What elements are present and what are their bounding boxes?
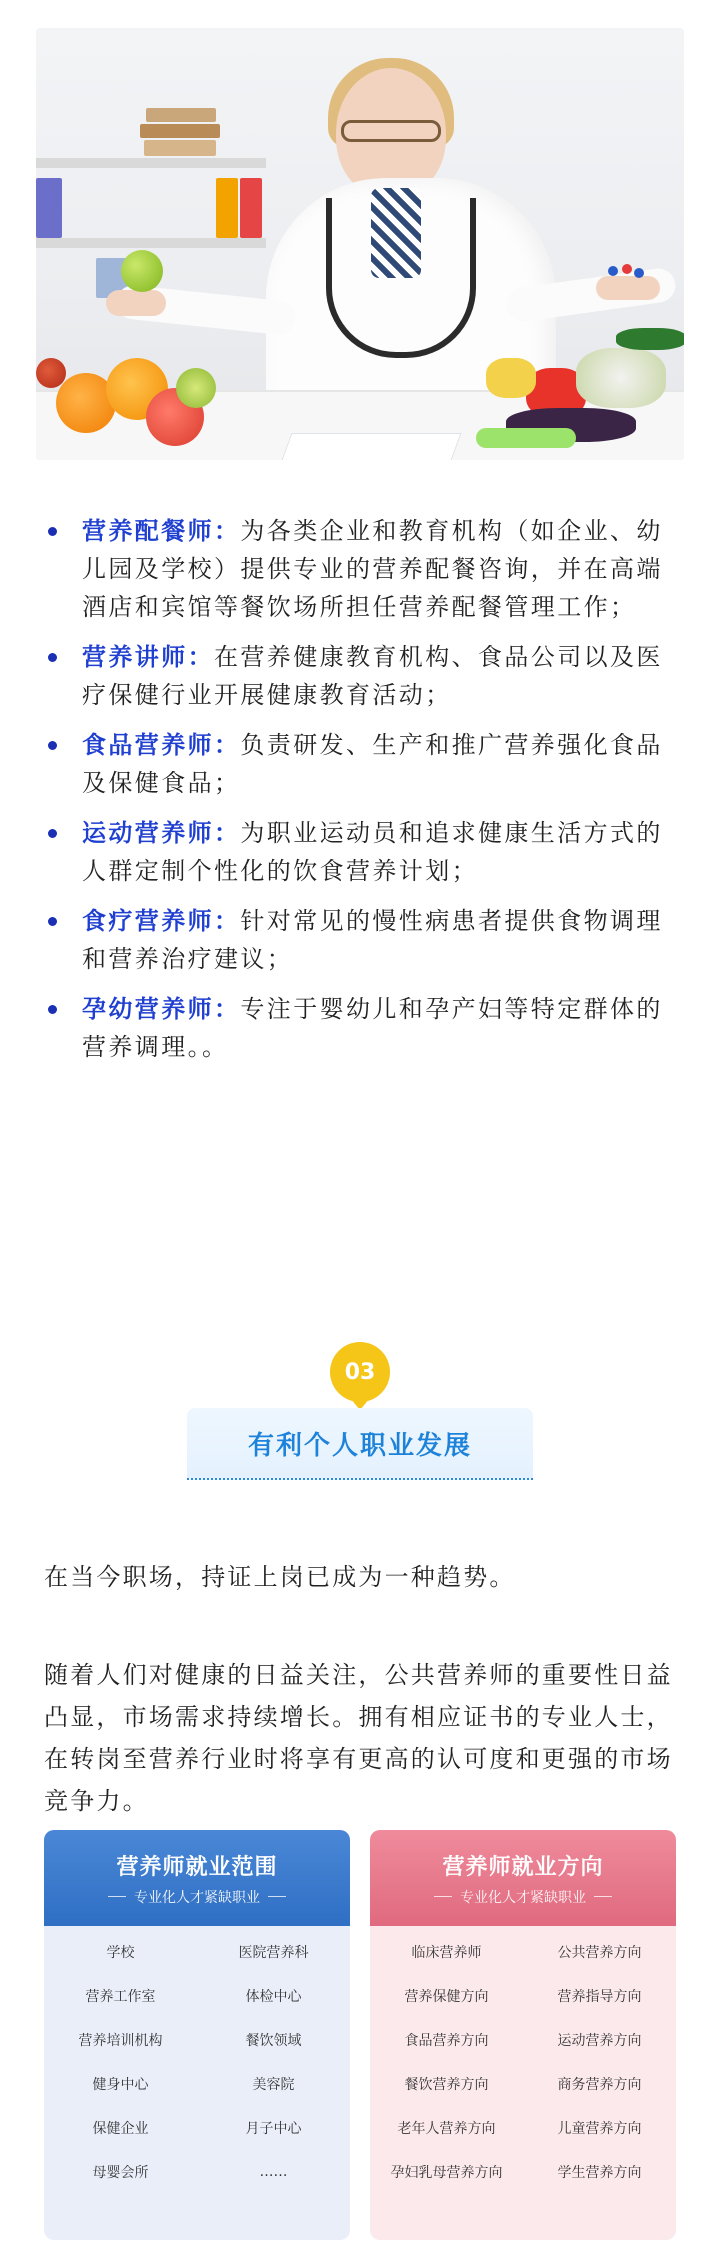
- table-cell: 餐饮领域: [245, 2033, 302, 2049]
- table-cell: 营养培训机构: [78, 2033, 163, 2049]
- pill: [634, 268, 644, 278]
- table-cell: 营养指导方向: [557, 1989, 642, 2005]
- table-header: [370, 1830, 676, 1926]
- cucumber: [616, 328, 684, 350]
- pill: [608, 266, 618, 276]
- bullet-dot: [48, 527, 57, 536]
- table-cell: 学生营养方向: [557, 2165, 642, 2181]
- pill: [622, 264, 632, 274]
- employment-scope-table: [44, 1830, 350, 2240]
- table-cell: 体检中心: [245, 1989, 302, 2005]
- table-cell: 月子中心: [245, 2121, 302, 2137]
- table-cell: 商务营养方向: [557, 2077, 642, 2093]
- table-cell: 营养保健方向: [404, 1989, 489, 2005]
- tape-measure: [476, 428, 576, 448]
- shelf: [36, 238, 266, 248]
- table-cell: ……: [259, 2164, 288, 2180]
- table-cell: 母婴会所: [92, 2165, 149, 2181]
- table-cell: 儿童营养方向: [557, 2121, 642, 2137]
- list-item-text: 负责研发、生产和推广营养强化食品及保健食品；: [82, 731, 663, 797]
- binder: [240, 178, 262, 238]
- bullet-dot: [48, 1005, 57, 1014]
- table-cell: 餐饮营养方向: [404, 2077, 489, 2093]
- career-list: [38, 512, 678, 1078]
- list-item: [38, 990, 678, 1066]
- table-header: [44, 1830, 350, 1926]
- table-body: [44, 1926, 350, 2198]
- list-item-text: 针对常见的慢性病患者提供食物调理和营养治疗建议；: [82, 907, 663, 973]
- table-cell: 食品营养方向: [404, 2033, 489, 2049]
- table-cell: 运动营养方向: [557, 2033, 642, 2049]
- section-title: 有利个人职业发展: [247, 1430, 472, 1461]
- table-subtitle: 专业化人才紧缺职业: [100, 1887, 294, 1907]
- table-cell: 公共营养方向: [557, 1945, 642, 1961]
- list-item-text: 为职业运动员和追求健康生活方式的人群定制个性化的饮食营养计划；: [82, 819, 663, 885]
- kiwi: [176, 368, 216, 408]
- cauliflower: [576, 348, 666, 408]
- list-item-term: 营养配餐师：: [82, 517, 241, 545]
- clipboard: [281, 433, 462, 460]
- glasses: [341, 120, 441, 142]
- table-body: [370, 1926, 676, 2198]
- table-cell: 营养工作室: [85, 1989, 156, 2005]
- employment-direction-table: [370, 1830, 676, 2240]
- table-cell: 临床营养师: [411, 1945, 482, 1961]
- table-cell: 学校: [106, 1945, 135, 1961]
- bullet-dot: [48, 829, 57, 838]
- list-item: [38, 638, 678, 714]
- list-item-term: 食疗营养师：: [82, 907, 241, 935]
- list-item-text: 专注于婴幼儿和孕产妇等特定群体的营养调理。。: [82, 995, 663, 1061]
- binder: [216, 178, 238, 238]
- paragraph-intro: 在当今职场，持证上岗已成为一种趋势。: [44, 1563, 516, 1591]
- table-cell: 孕妇乳母营养方向: [390, 2165, 503, 2181]
- shelf: [36, 158, 266, 168]
- section-title-box: [187, 1408, 533, 1480]
- stethoscope: [326, 198, 476, 358]
- list-item-text: 在营养健康教育机构、食品公司以及医疗保健行业开展健康教育活动；: [82, 643, 663, 709]
- list-item-text: 为各类企业和教育机构（如企业、幼儿园及学校）提供专业的营养配餐咨询，并在高端酒店和宾馆等餐饮场所担任营养配餐管理工作；: [82, 517, 663, 621]
- table-cell: 健身中心: [92, 2077, 149, 2093]
- book: [146, 108, 216, 122]
- list-item: [38, 902, 678, 978]
- table-cell: 老年人营养方向: [397, 2121, 496, 2137]
- paragraph-body: 随着人们对健康的日益关注，公共营养师的重要性日益凸显，市场需求持续增长。拥有相应证书的专业人士，在转岗至营养行业时将享有更高的认可度和更强的市场竞争力。: [44, 1661, 673, 1815]
- table-title: 营养师就业范围: [116, 1854, 278, 1880]
- list-item-term: 孕幼营养师：: [82, 995, 241, 1023]
- hero-photo: [36, 28, 684, 460]
- hand: [596, 276, 660, 300]
- list-item-term: 食品营养师：: [82, 731, 241, 759]
- table-title: 营养师就业方向: [442, 1854, 604, 1880]
- table-cell: 保健企业: [92, 2121, 149, 2137]
- table-cell: 美容院: [252, 2077, 295, 2093]
- apple: [121, 250, 163, 292]
- book: [144, 140, 216, 156]
- section-number-badge: 03: [330, 1342, 390, 1402]
- list-item: [38, 726, 678, 802]
- book: [140, 124, 220, 138]
- table-cell: 医院营养科: [238, 1945, 309, 1961]
- table-subtitle: 专业化人才紧缺职业: [426, 1887, 620, 1907]
- bullet-dot: [48, 741, 57, 750]
- tomato: [36, 358, 66, 388]
- list-item: [38, 814, 678, 890]
- pepper-yellow: [486, 358, 536, 398]
- binder: [36, 178, 62, 238]
- hand: [106, 290, 166, 316]
- bullet-dot: [48, 653, 57, 662]
- bullet-dot: [48, 917, 57, 926]
- list-item-term: 运动营养师：: [82, 819, 241, 847]
- list-item-term: 营养讲师：: [82, 643, 214, 671]
- list-item: [38, 512, 678, 626]
